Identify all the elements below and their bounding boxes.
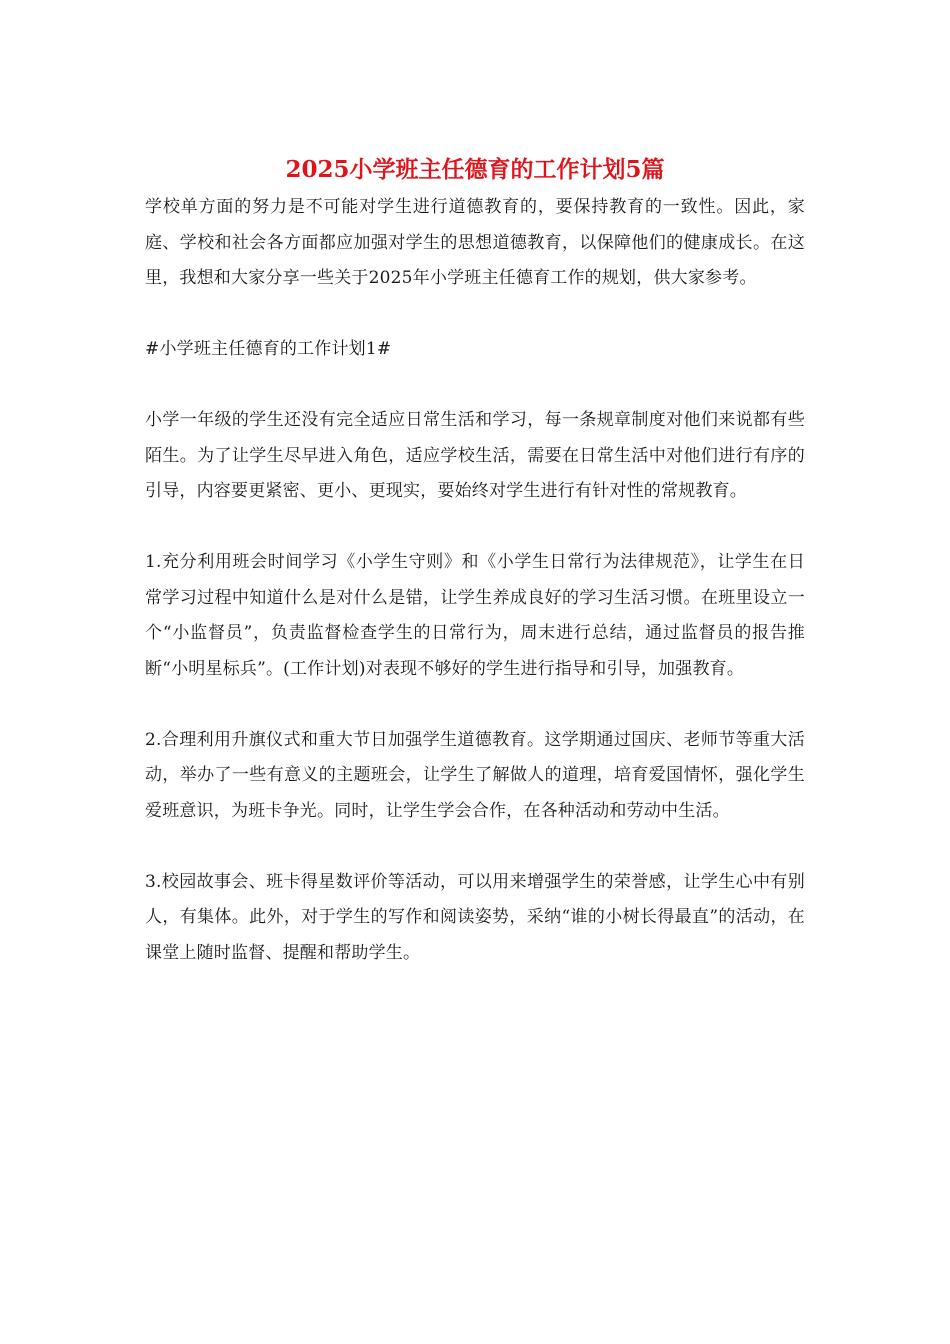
numbered-paragraph-3: 3.校园故事会、班卡得星数评价等活动，可以用来增强学生的荣誉感，让学生心中有别人，有集体。此外，对于学生的写作和阅读姿势，采纳“谁的小树长得最直”的活动，在课堂上随时监督、提醒和帮助学生。 bbox=[145, 871, 805, 963]
intro-paragraph: 学校单方面的努力是不可能对学生进行道德教育的，要保持教育的一致性。因此，家庭、学校和社会各方面都应加强对学生的思想道德教育，以保障他们的健康成长。在这里，我想和大家分享一些关于2025年小学班主任德育工作的规划，供大家参考。 bbox=[145, 197, 805, 288]
numbered-paragraph-2: 2.合理利用升旗仪式和重大节日加强学生道德教育。这学期通过国庆、老师节等重大活动，举办了一些有意义的主题班会，让学生了解做人的道理，培育爱国情怀，强化学生爱班意识，为班卡争光。同时，让学生学会合作，在各种活动和劳动中生活。 bbox=[145, 729, 805, 821]
section-heading: #小学班主任德育的工作计划1# bbox=[145, 339, 392, 359]
paragraph-spacer bbox=[145, 297, 805, 333]
document-title: 2025小学班主任德育的工作计划5篇 bbox=[285, 156, 665, 183]
paragraph-spacer bbox=[145, 829, 805, 865]
numbered-paragraph-1: 1.充分利用班会时间学习《小学生守则》和《小学生日常行为法律规范》，让学生在日常学习过程中知道什么是对什么是错，让学生养成良好的学习生活习惯。在班里设立一个“小监督员”，负责监督检查学生的日常行为，周末进行总结，通过监督员的报告推断“小明星标兵”。(工作计划)对表现不够好的学生进行指导和引导，加强教育。 bbox=[145, 552, 805, 679]
paragraph-spacer bbox=[145, 687, 805, 723]
body-paragraph: 小学一年级的学生还没有完全适应日常生活和学习，每一条规章制度对他们来说都有些陌生。为了让学生尽早进入角色，适应学校生活，需要在日常生活中对他们进行有序的引导，内容要更紧密、更小、更现实，要始终对学生进行有针对性的常规教育。 bbox=[145, 410, 805, 501]
paragraph-spacer bbox=[145, 368, 805, 404]
document-body bbox=[145, 190, 805, 971]
paragraph-spacer bbox=[145, 510, 805, 546]
